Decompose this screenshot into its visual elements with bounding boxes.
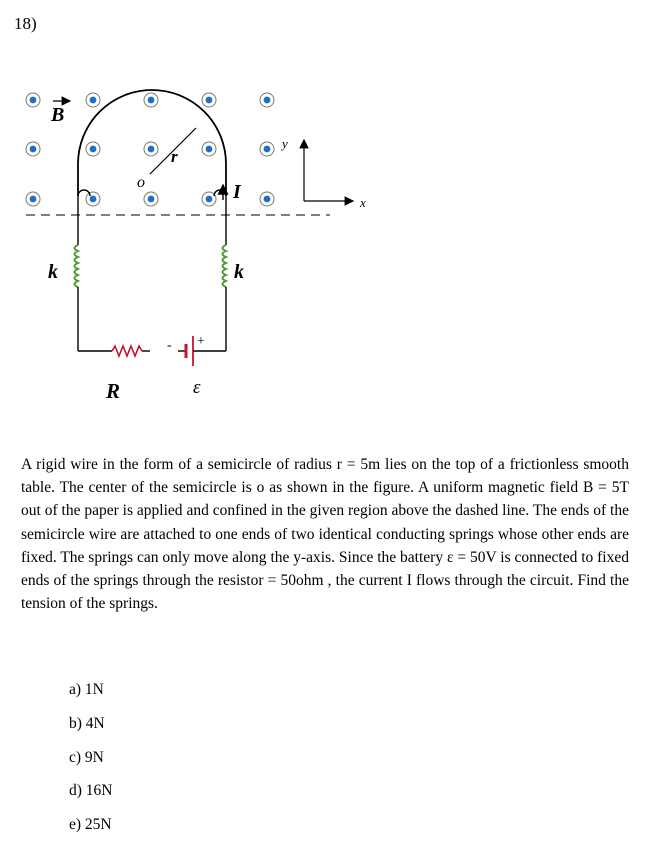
resistor-label: R — [106, 379, 121, 403]
wire-hook-right — [214, 190, 226, 196]
problem-text: A rigid wire in the form of a semicircle of radius r = 5m lies on the top of a frictionless smooth table. The center of the semicircle is o as shown in the figure. A uniform magnetic field B = 5T out of the paper is applied and confined in the given region above the dashed line. The ends of the semicircle wire are attached to one ends of two identical conducting springs whose other ends are fixed. The springs can only move along the y-axis. Since the battery ε = 50V is connected to fixed ends of the springs through the resistor = 50ohm , the current I flows through the circuit. Find the tension of the springs. — [21, 456, 629, 613]
problem-statement — [21, 453, 629, 615]
option-b[interactable]: b) 4N — [69, 714, 105, 732]
answer-options — [69, 679, 112, 848]
center-label: o — [137, 174, 145, 191]
radius-label: r — [171, 147, 178, 166]
field-label: B — [51, 104, 65, 126]
figure-svg — [0, 70, 400, 420]
right-spring — [223, 245, 227, 287]
x-axis-label: x — [360, 195, 366, 210]
y-axis-label: y — [282, 136, 288, 151]
left-spring-label: k — [48, 261, 58, 283]
circuit-figure — [0, 70, 400, 420]
resistor — [112, 346, 142, 356]
option-e[interactable]: e) 25N — [69, 816, 112, 834]
left-spring — [75, 245, 79, 287]
option-a[interactable]: a) 1N — [69, 681, 104, 698]
option-c[interactable]: c) 9N — [69, 748, 104, 766]
option-d[interactable]: d) 16N — [69, 782, 113, 800]
current-label: I — [233, 181, 241, 203]
right-spring-label: k — [234, 261, 244, 283]
battery-plus-sign: + — [197, 334, 205, 349]
battery-minus-sign: - — [167, 338, 172, 353]
question-number: 18) — [14, 14, 37, 33]
emf-label: ε — [193, 377, 201, 398]
